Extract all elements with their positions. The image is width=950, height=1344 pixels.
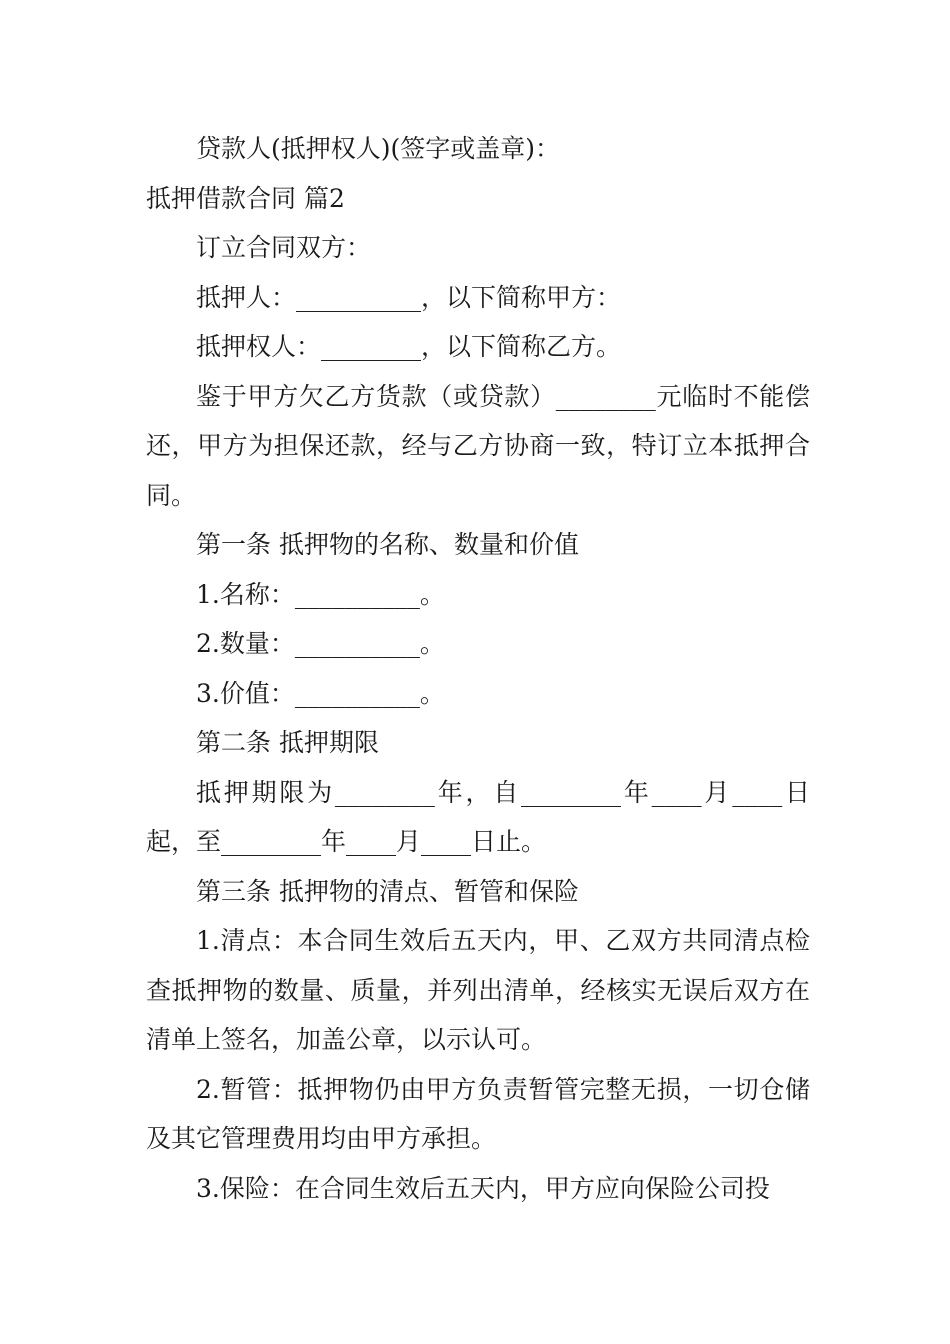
article-3-heading: 第三条 抵押物的清点、暂管和保险: [196, 876, 579, 906]
parties-heading: 订立合同双方：: [196, 233, 372, 262]
article-1-heading: 第一条 抵押物的名称、数量和价值: [196, 530, 579, 559]
article-3-item-insurance: 3.保险：在合同生效后五天内，甲方应向保险公司投: [196, 1173, 770, 1203]
mortgagor-line: 抵押人：__________，以下简称甲方：: [196, 282, 622, 312]
article-3-item-custody: 2.暂管：抵押物仍由甲方负责暂管完整无损，一切仓储及其它管理费用均由甲方承担。: [146, 1074, 810, 1153]
lender-signature-line: 贷款人(抵押权人)(签字或盖章)：: [196, 134, 561, 163]
article-2-heading: 第二条 抵押期限: [196, 728, 379, 757]
article-2-term-paragraph: 抵押期限为________年，自________年____月____日起，至________年____月____日止。: [146, 777, 810, 856]
preamble-paragraph: 鉴于甲方欠乙方货款（或贷款）________元临时不能偿还，甲方为担保还款，经与乙方协商一致，特订立本抵押合同。: [146, 381, 810, 510]
article-3-item-inventory: 1.清点：本合同生效后五天内，甲、乙双方共同清点检查抵押物的数量、质量，并列出清单，经核实无误后双方在清单上签名，加盖公章，以示认可。: [146, 926, 810, 1054]
mortgagee-line: 抵押权人：________，以下简称乙方。: [196, 332, 622, 361]
contract-title: 抵押借款合同 篇2: [146, 183, 345, 213]
article-1-item-value: 3.价值：__________。: [196, 678, 445, 708]
article-1-item-name: 1.名称：__________。: [196, 579, 445, 609]
document-body: [146, 124, 810, 1213]
article-1-item-quantity: 2.数量：__________。: [196, 629, 445, 658]
